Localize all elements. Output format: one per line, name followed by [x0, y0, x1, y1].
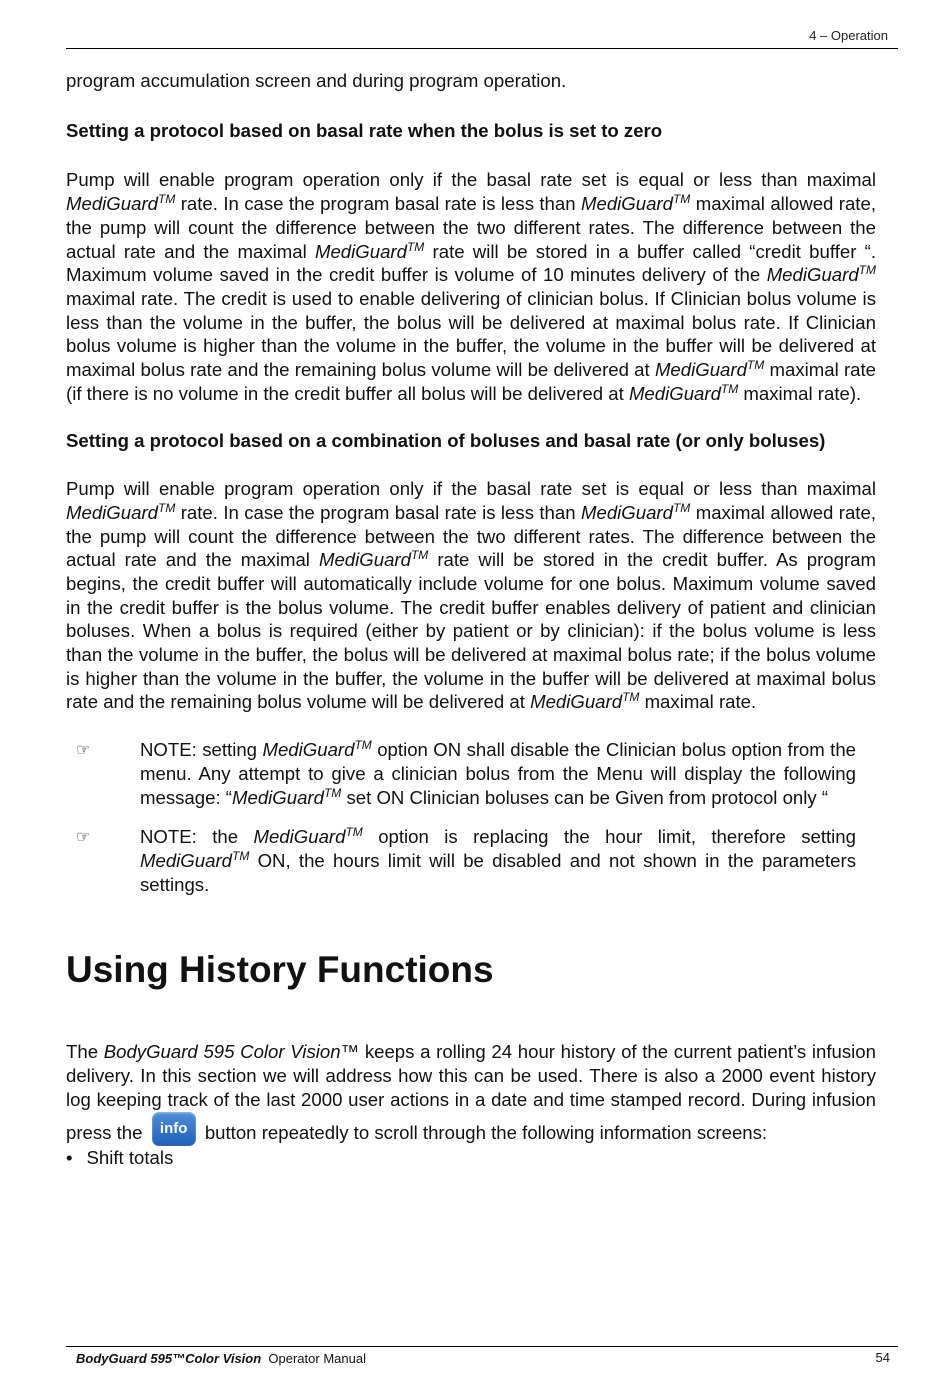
- list-item: • Shift totals: [66, 1146, 174, 1168]
- page-number: 54: [875, 1350, 890, 1365]
- page-title: Using History Functions: [66, 949, 494, 991]
- section2-heading: Setting a protocol based on a combination of boluses and basal rate (or only boluses): [66, 430, 826, 452]
- pointing-hand-icon: ☞: [76, 742, 91, 760]
- pointing-hand-icon: ☞: [76, 829, 91, 847]
- note-mediguard-hour-limit: ☞ NOTE: the MediGuard™ option is replacing the hour limit, therefore setting MediGuard™ ON, the hours limit will be disabled and not shown in the parameters settings.: [76, 825, 857, 895]
- history-paragraph: The BodyGuard 595 Color Vision™ keeps a rolling 24 hour history of the current patient’s infusion delivery. In this section we will address how this can be used. There is also a 2000 event history log keeping track of the last 2000 user actions in a date and time stamped record. During infusion press the info button repeatedly to scroll through the following information screens:: [66, 1040, 876, 1145]
- intro-line: program accumulation screen and during program operation.: [66, 70, 567, 91]
- footer-divider: [66, 1346, 898, 1347]
- bullet-icon: •: [66, 1146, 73, 1168]
- info-button-icon: info: [152, 1112, 196, 1146]
- section1-paragraph: Pump will enable program operation only if the basal rate set is equal or less than maximal MediGuard™ rate. In case the program basal rate is less than MediGuard™ maximal allowed rate, the pump will count the difference between the two different rates. The difference between the actual rate and the maximal MediGuard™ rate will be stored in a buffer called “credit buffer “. Maximum volume saved in the credit buffer is volume of 10 minutes delivery of the MediGuard™ maximal rate. The credit is used to enable delivering of clinician bolus. If Clinician bolus volume is less than the volume in the buffer, the bolus will be delivered at maximal bolus rate. If Clinician bolus volume is higher than the volume in the buffer, the volume in the buffer will be delivered at maximal bolus rate and the remaining bolus volume will be delivered at MediGuard™ maximal rate (if there is no volume in the credit buffer all bolus will be delivered at MediGuard™ maximal rate).: [66, 169, 876, 404]
- footer-title: BodyGuard 595™Color Vision Operator Manual: [76, 1351, 366, 1366]
- chapter-header: 4 – Operation: [809, 28, 888, 43]
- note-mediguard-clinician-bolus: ☞ NOTE: setting MediGuard™ option ON shall disable the Clinician bolus option from the menu. Any attempt to give a clinician bolus from the Menu will display the following message: “MediGuard™ set ON Clinician boluses can be Given from protocol only “: [76, 738, 857, 808]
- page-content: [66, 69, 876, 1169]
- section1-heading: Setting a protocol based on basal rate when the bolus is set to zero: [66, 119, 663, 141]
- header-divider: [66, 48, 898, 49]
- section2-paragraph: Pump will enable program operation only if the basal rate set is equal or less than maximal MediGuard™ rate. In case the program basal rate is less than MediGuard™ maximal allowed rate, the pump will count the difference between the two different rates. The difference between the actual rate and the maximal MediGuard™ rate will be stored in the credit buffer. As program begins, the credit buffer will automatically include volume for one bolus. Maximum volume saved in the credit buffer is the bolus volume. The credit buffer enables delivery of patient and clinician boluses. When a bolus is required (either by patient or by clinician): if the bolus volume is less than the volume in the buffer, the bolus will be delivered at maximal bolus rate; if the bolus volume is higher than the volume in the buffer, the volume in the buffer will be delivered at maximal bolus rate and the remaining bolus volume will be delivered at MediGuard™ maximal rate.: [66, 478, 876, 713]
